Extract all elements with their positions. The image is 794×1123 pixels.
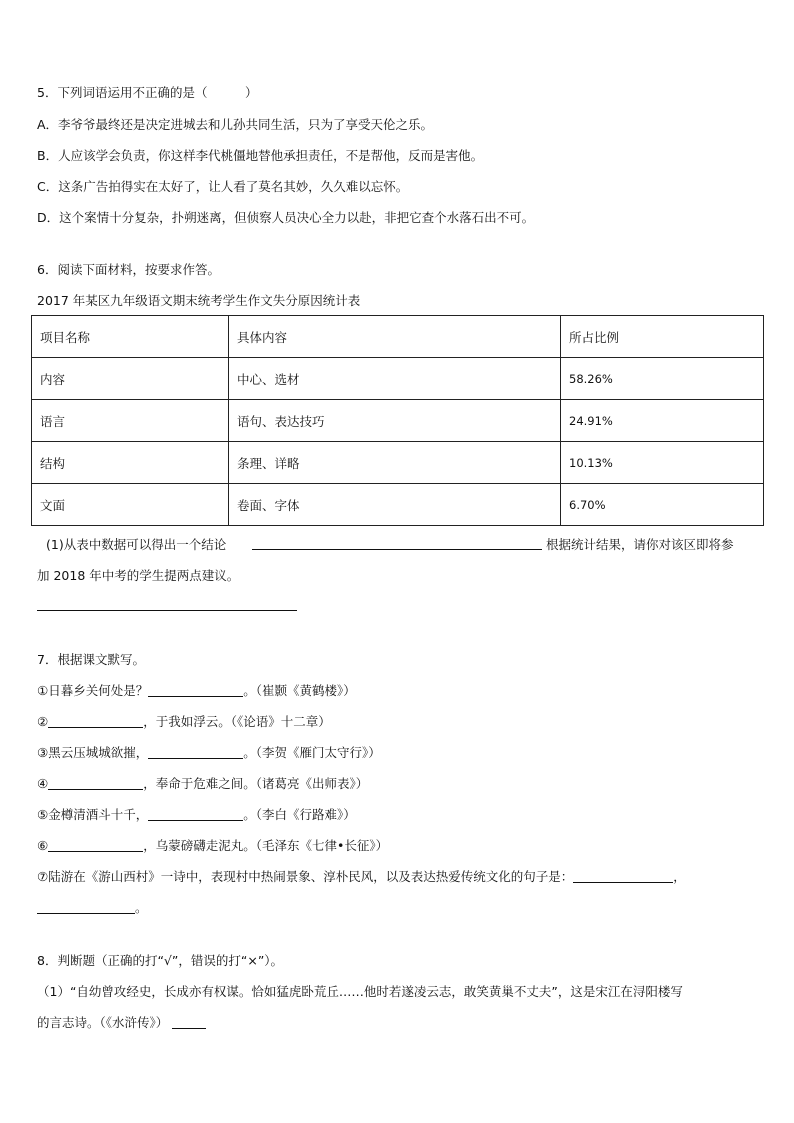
table-cell: 文面	[32, 484, 229, 526]
answer-blank[interactable]	[148, 745, 243, 759]
table-cell: 结构	[32, 442, 229, 484]
answer-blank[interactable]	[148, 683, 243, 697]
q7-item-comma: ，	[673, 869, 686, 884]
q7-item-text: ⑤金樽清酒斗十千，	[37, 807, 149, 822]
table-cell: 语句、表达技巧	[229, 400, 561, 442]
q7-item-1	[37, 681, 356, 699]
q7-item-5	[37, 805, 356, 823]
table-cell: 语言	[32, 400, 229, 442]
q7-item-end: 。	[135, 900, 148, 915]
q7-item-source: 。（崔颢《黄鹤楼》）	[243, 683, 356, 698]
q6-sub1-prompt-cont: 根据统计结果，请你对该区即将参	[546, 537, 734, 552]
q7-item-3	[37, 743, 381, 761]
answer-blank[interactable]	[48, 714, 143, 728]
answer-blank[interactable]	[48, 776, 143, 790]
q6-suggestion-blank[interactable]	[37, 597, 297, 611]
statistics-table	[31, 315, 764, 526]
answer-blank[interactable]	[37, 900, 135, 914]
q7-stem: 7．根据课文默写。	[37, 652, 145, 667]
q8-sub1-text: 的言志诗。（《水浒传》）	[37, 1015, 169, 1030]
table-header-cell: 所占比例	[561, 316, 764, 358]
q5-stem: 5．下列词语运用不正确的是（ ）	[37, 85, 258, 100]
table-cell: 中心、选材	[229, 358, 561, 400]
q7-item-source: 。（李白《行路难》）	[243, 807, 356, 822]
q6-stem: 6．阅读下面材料，按要求作答。	[37, 262, 220, 277]
q5-option-d: D．这个案情十分复杂，扑朔迷离，但侦察人员决心全力以赴，非把它查个水落石出不可。	[37, 210, 535, 225]
table-cell: 10.13%	[561, 442, 764, 484]
table-cell: 条理、详略	[229, 442, 561, 484]
q7-item-text: ④	[37, 776, 49, 791]
table-cell: 内容	[32, 358, 229, 400]
q7-item-text: ②	[37, 714, 49, 729]
table-header-cell: 具体内容	[229, 316, 561, 358]
table-row	[32, 358, 764, 400]
q7-item-source: ，于我如浮云。（《论语》十二章）	[143, 714, 331, 729]
q7-item-text: ⑦陆游在《游山西村》一诗中，表现村中热闹景象、淳朴民风，以及表达热爱传统文化的句子是：	[37, 869, 574, 884]
q8-stem: 8．判断题（正确的打“√”，错误的打“×”）。	[37, 953, 284, 968]
q7-item-6	[37, 836, 388, 854]
q7-item-7	[37, 867, 686, 885]
table-cell: 6.70%	[561, 484, 764, 526]
q6-sub1-prompt-line2: 加 2018 年中考的学生提两点建议。	[37, 568, 240, 583]
table-header-row	[32, 316, 764, 358]
q7-item-source: ，奉命于危难之间。（诸葛亮《出师表》）	[143, 776, 369, 791]
table-row	[32, 442, 764, 484]
table-header-cell: 项目名称	[32, 316, 229, 358]
q6-conclusion-blank[interactable]	[252, 536, 542, 550]
q7-item-7-line2	[37, 898, 148, 916]
q7-item-2	[37, 712, 331, 730]
table-cell: 58.26%	[561, 358, 764, 400]
q5-option-c: C．这条广告拍得实在太好了，让人看了莫名其妙，久久难以忘怀。	[37, 179, 409, 194]
answer-blank[interactable]	[172, 1015, 206, 1029]
answer-blank[interactable]	[573, 869, 673, 883]
q7-item-text: ⑥	[37, 838, 49, 853]
table-row	[32, 484, 764, 526]
q8-sub1: （1）“自幼曾攻经史，长成亦有权谋。恰如猛虎卧荒丘……他时若遂凌云志，敢笑黄巢不丈夫”，这是宋江在浔阳楼写	[37, 984, 683, 999]
q6-sub1-prompt: (1)从表中数据可以得出一个结论	[46, 537, 227, 552]
q5-option-a: A．李爷爷最终还是决定进城去和儿孙共同生活，只为了享受天伦之乐。	[37, 117, 434, 132]
q8-sub1-line2	[37, 1013, 206, 1031]
table-cell: 卷面、字体	[229, 484, 561, 526]
q5-option-b: B．人应该学会负责，你这样李代桃僵地替他承担责任，不是帮他，反而是害他。	[37, 148, 484, 163]
q7-item-source: ，乌蒙磅礴走泥丸。（毛泽东《七律•长征》）	[143, 838, 389, 853]
table-row	[32, 400, 764, 442]
answer-blank[interactable]	[148, 807, 243, 821]
q6-table-title: 2017 年某区九年级语文期末统考学生作文失分原因统计表	[37, 293, 361, 308]
q7-item-text: ①日暮乡关何处是？	[37, 683, 149, 698]
q7-item-text: ③黑云压城城欲摧，	[37, 745, 149, 760]
answer-blank[interactable]	[48, 838, 143, 852]
q7-item-4	[37, 774, 368, 792]
q7-item-source: 。（李贺《雁门太守行》）	[243, 745, 381, 760]
table-cell: 24.91%	[561, 400, 764, 442]
